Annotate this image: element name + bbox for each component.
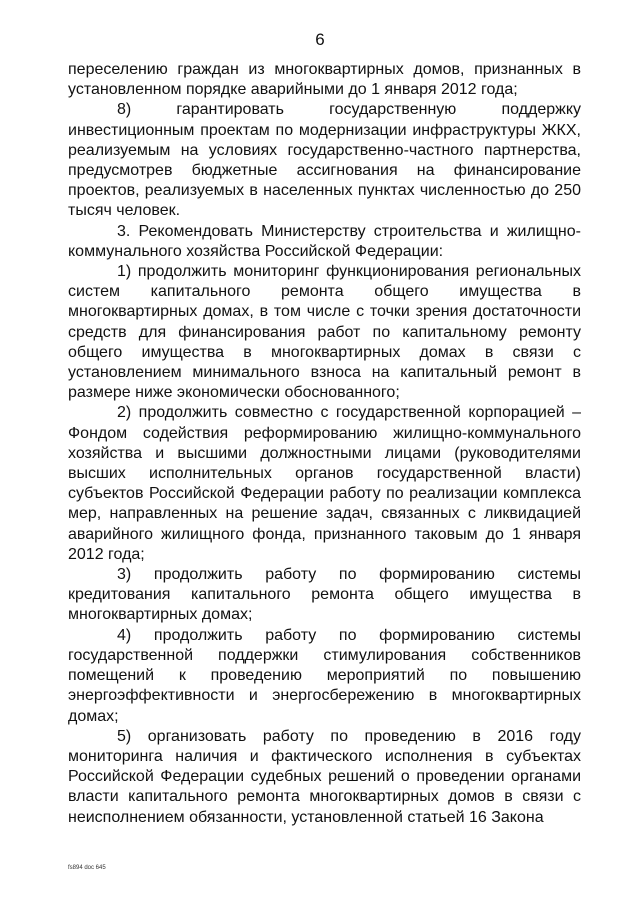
paragraph-item-5: 5) организовать работу по проведению в 2016 году мониторинга наличия и фактического исполнения в субъектах Российской Федерации судебных решений о проведении органами власти капитального ремонта многоквартирных домов в связи с неисполнением обязанности, установленной статьей 16 Закона <box>68 727 581 826</box>
paragraph-section-3: 3. Рекомендовать Министерству строительства и жилищно-коммунального хозяйства Российской Федерации: <box>68 222 581 260</box>
footer-doc-code: fs894 doc 645 <box>68 865 106 871</box>
paragraph-continuation: переселению граждан из многоквартирных домов, признанных в установленном порядке аварийными до 1 января 2012 года; <box>68 61 581 99</box>
paragraph-item-4: 4) продолжить работу по формированию системы государственной поддержки стимулирования собственников помещений к проведению мероприятий по повышению энергоэффективности и энергосбережению в многоквартирных домах; <box>68 626 581 725</box>
paragraph-item-2: 2) продолжить совместно с государственной корпорацией – Фондом содействия реформированию жилищно-коммунального хозяйства и высшими должностными лицами (руководителями высших исполнительных органов государственной власти) субъектов Российской Федерации работу по реализации комплекса мер, направленных на решение задач, связанных с ликвидацией аварийного жилищного фонда, признанного таковым до 1 января 2012 года; <box>68 404 581 563</box>
paragraph-item-8: 8) гарантировать государственную поддержку инвестиционным проектам по модернизации инфраструктуры ЖКХ, реализуемым на условиях государственно-частного партнерства, предусмотрев бюджетные ассигнования на финансирование проектов, реализуемых в населенных пунктах численностью до 250 тысяч человек. <box>68 101 581 220</box>
page-number: 6 <box>315 30 325 49</box>
paragraph-item-3: 3) продолжить работу по формированию системы кредитования капитального ремонта общего имущества в многоквартирных домах; <box>68 566 581 624</box>
paragraph-item-1: 1) продолжить мониторинг функционирования региональных систем капитального ремонта общего имущества в многоквартирных домах, в том числе с точки зрения достаточности средств для финансирования работ по капитальному ремонту общего имущества в многоквартирных домах в связи с установлением минимального взноса на капитальный ремонт в размере ниже экономически обоснованного; <box>68 263 581 402</box>
document-body <box>68 60 581 828</box>
